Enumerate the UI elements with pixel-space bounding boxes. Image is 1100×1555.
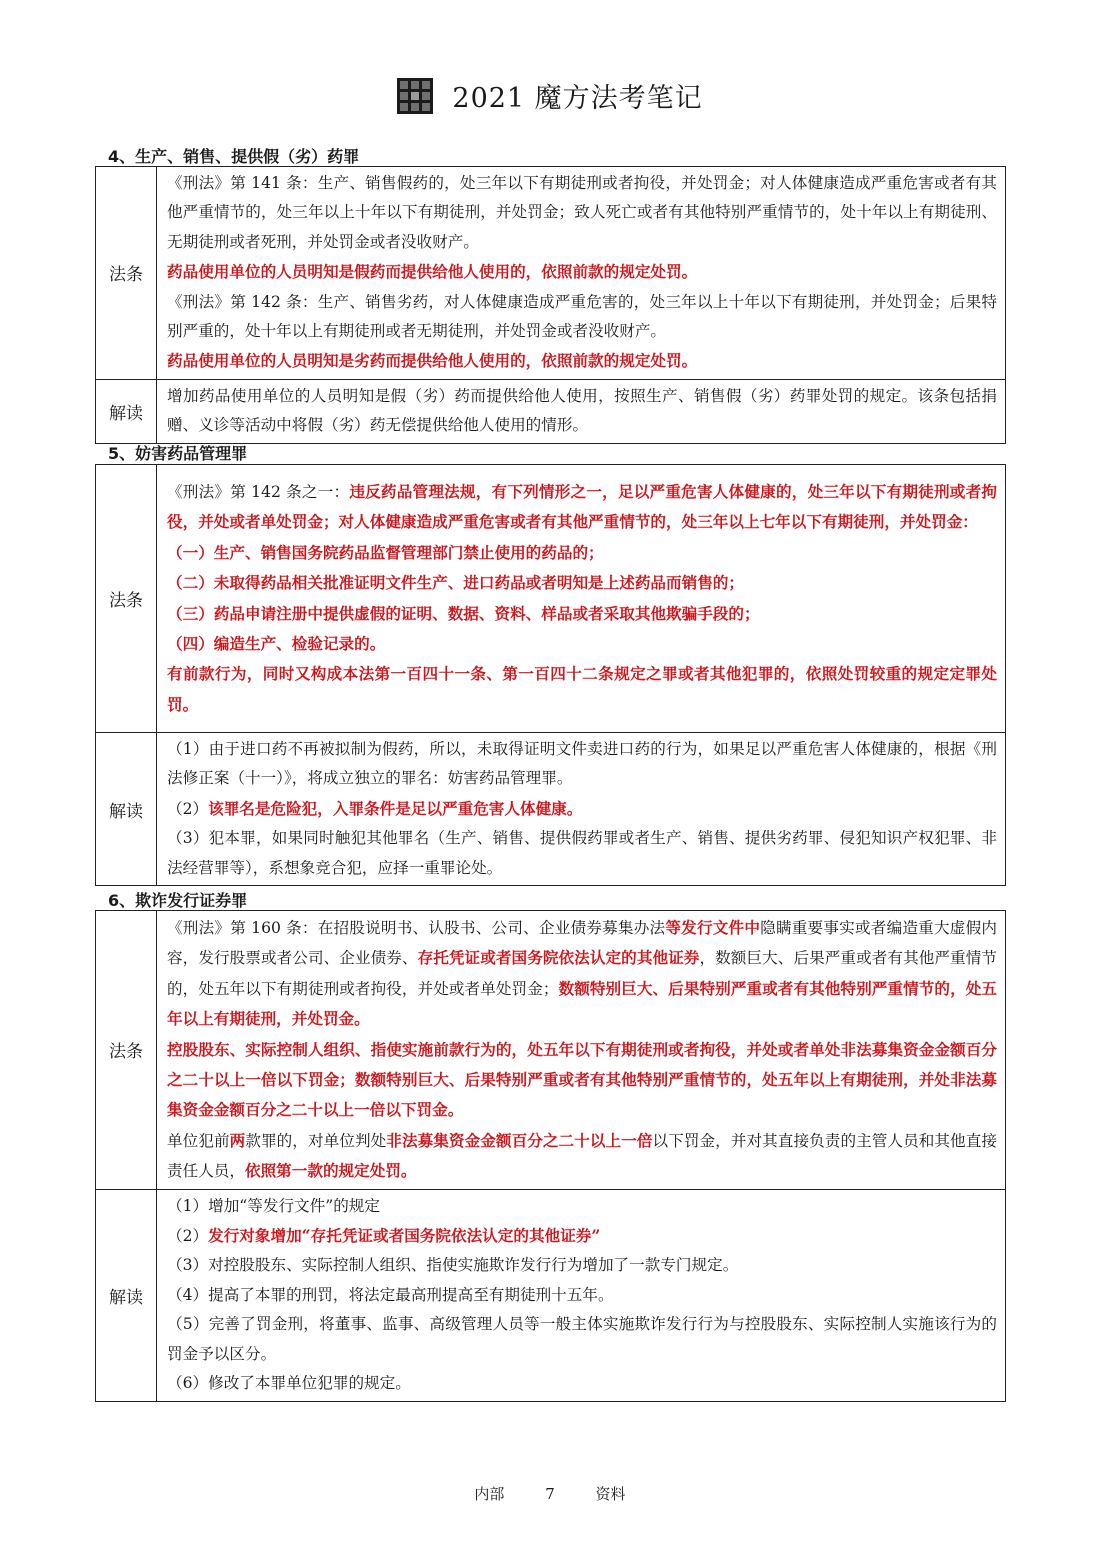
paragraph <box>167 538 997 568</box>
rubiks-cube-icon <box>397 78 433 114</box>
footer-right-label: 资料 <box>595 1485 626 1503</box>
text-run: （1）增加“等发行文件”的规定 <box>167 1196 380 1215</box>
page-number: 7 <box>545 1485 555 1503</box>
page-title: 2021 魔方法考笔记 <box>452 83 703 114</box>
law-text <box>157 911 1006 1190</box>
paragraph <box>167 824 997 883</box>
emphasized-text: 违反药品管理法规，有下列情形之一，足以严重危害人体健康的，处三年以下有期徒刑或者拘役，并处或者单处罚金；对人体健康造成严重危害或者有其他严重情节的，处三年以上七年以下有期徒刑，并处罚金： <box>167 481 997 532</box>
page-header <box>0 76 1100 115</box>
interp-label: 解读 <box>96 733 157 886</box>
text-run: （5）完善了罚金刑，将董事、监事、高级管理人员等一般主体实施欺诈发行行为与控股股东、实际控制人实施该行为的罚金予以区分。 <box>167 1315 997 1363</box>
paragraph <box>167 913 997 1035</box>
text-run: 增加药品使用单位的人员明知是假（劣）药而提供给他人使用，按照生产、销售假（劣）药罪处罚的规定。该条包括捐赠、义诊等活动中将假（劣）药无偿提供给他人使用的情形。 <box>167 386 997 435</box>
law-label: 法条 <box>96 465 157 733</box>
paragraph <box>167 568 997 598</box>
emphasized-text: （三）药品申请注册中提供虚假的证明、数据、资料、样品或者采取其他欺骗手段的； <box>167 603 760 623</box>
paragraph <box>167 1310 997 1369</box>
emphasized-text: 数额特别巨大、后果特别严重或者有其他特别严重情节的，处五年以上有期徒刑，并处罚金。 <box>167 978 997 1029</box>
law-text <box>157 465 1006 733</box>
paragraph <box>167 1192 997 1221</box>
emphasized-text: （一）生产、销售国务院药品监督管理部门禁止使用的药品的； <box>167 542 604 562</box>
paragraph <box>167 629 997 659</box>
footer-left-label: 内部 <box>474 1485 505 1503</box>
paragraph <box>167 346 997 376</box>
section-heading: 6、欺诈发行证券罪 <box>108 891 248 910</box>
page-footer <box>0 1483 1100 1504</box>
law-label: 法条 <box>96 167 157 380</box>
section-table <box>95 166 1006 444</box>
paragraph <box>167 169 997 257</box>
section-table <box>95 464 1006 886</box>
emphasized-text: （二）未取得药品相关批准证明文件生产、进口药品或者明知是上述药品而销售的； <box>167 573 744 593</box>
text-run: 《刑法》第 141 条：生产、销售假药的，处三年以下有期徒刑或者拘役，并处罚金；对人体健康造成严重危害或者有其他严重情节的，处三年以上十年以下有期徒刑，并处罚金；致人死亡或者有其他特别严重情节的，处十年以上有期徒刑、无期徒刑或者死刑，并处罚金或者没收财产。 <box>167 174 997 251</box>
interp-text <box>157 379 1006 443</box>
section-table <box>95 910 1006 1402</box>
emphasized-text: 控股股东、实际控制人组织、指使实施前款行为的，处五年以下有期徒刑或者拘役，并处或者单处非法募集资金金额百分之二十以上一倍以下罚金；数额特别巨大、后果特别严重或者有其他特别严重情节的，处五年以上有期徒刑，并处非法募集资金金额百分之二十以上一倍以下罚金。 <box>167 1039 997 1120</box>
emphasized-text: 发行对象增加“存托凭证或者国务院依法认定的其他证券” <box>208 1226 601 1246</box>
paragraph <box>167 735 997 794</box>
text-run: 单位犯前 <box>167 1131 230 1150</box>
paragraph <box>167 1126 997 1187</box>
emphasized-text: 有前款行为，同时又构成本法第一百四十一条、第一百四十二条规定之罪或者其他犯罪的，依照处罚较重的规定定罪处罚。 <box>167 664 997 714</box>
paragraph <box>167 382 997 441</box>
paragraph <box>167 1369 997 1398</box>
paragraph <box>167 257 997 287</box>
text-run: 《刑法》第 160 条：在招股说明书、认股书、公司、企业债券募集办法 <box>167 919 666 937</box>
paragraph <box>167 794 997 824</box>
paragraph <box>167 599 997 629</box>
interp-label: 解读 <box>96 379 157 443</box>
interp-text <box>157 1189 1006 1401</box>
paragraph <box>167 1035 997 1126</box>
text-run: 隐瞒重要事实或者编造重大虚假内容，发行股票或者公司、企业债券、 <box>167 919 997 968</box>
text-run: （1）由于进口药不再被拟制为假药，所以，未取得证明文件卖进口药的行为，如果足以严重危害人体健康的，根据《刑法修正案（十一）》，将成立独立的罪名：妨害药品管理罪。 <box>167 740 997 788</box>
text-run: ，数额巨大、后果严重或者有其他严重情节的，处五年以下有期徒刑或者拘役，并处或者单处罚金； <box>167 949 997 998</box>
emphasized-text: 药品使用单位的人员明知是劣药而提供给他人使用的，依照前款的规定处罚。 <box>167 351 698 371</box>
text-run: 《刑法》第 142 条之一： <box>167 482 350 501</box>
paragraph <box>167 1221 997 1251</box>
emphasized-text: （四）编造生产、检验记录的。 <box>167 633 386 653</box>
law-label: 法条 <box>96 911 157 1190</box>
emphasized-text: 两 <box>229 1130 246 1150</box>
text-run: （3）对控股股东、实际控制人组织、指使实施欺诈发行行为增加了一款专门规定。 <box>167 1256 739 1275</box>
text-run: （2） <box>167 799 209 818</box>
emphasized-text: 药品使用单位的人员明知是假药而提供给他人使用的，依照前款的规定处罚。 <box>167 262 698 282</box>
text-run: （6）修改了本罪单位犯罪的规定。 <box>167 1374 411 1393</box>
text-run: （4）提高了本罪的刑罚，将法定最高刑提高至有期徒刑十五年。 <box>167 1285 614 1304</box>
text-run: 款罪的，对单位判处 <box>245 1131 387 1150</box>
emphasized-text: 该罪名是危险犯，入罪条件是足以严重危害人体健康。 <box>208 798 583 818</box>
paragraph <box>167 477 997 538</box>
text-run: 以下罚金，并对其直接负责的主管人员和其他直接责任人员， <box>167 1131 997 1181</box>
section-heading: 4、生产、销售、提供假（劣）药罪 <box>108 147 360 166</box>
text-run: （2） <box>167 1227 209 1246</box>
interp-text <box>157 733 1006 886</box>
paragraph <box>167 659 997 720</box>
interp-label: 解读 <box>96 1189 157 1401</box>
section-heading: 5、妨害药品管理罪 <box>108 444 248 463</box>
emphasized-text: 存托凭证或者国务院依法认定的其他证券 <box>417 948 700 968</box>
paragraph <box>167 1281 997 1310</box>
paragraph <box>167 1251 997 1280</box>
law-text <box>157 167 1006 380</box>
text-run: （3）犯本罪，如果同时触犯其他罪名（生产、销售、提供假药罪或者生产、销售、提供劣药罪、侵犯知识产权犯罪、非法经营罪等），系想象竞合犯，应择一重罪论处。 <box>167 829 997 877</box>
paragraph <box>167 288 997 347</box>
emphasized-text: 等发行文件中 <box>665 918 761 937</box>
text-run: 《刑法》第 142 条：生产、销售劣药，对人体健康造成严重危害的，处三年以上十年以下有期徒刑，并处罚金；后果特别严重的，处十年以上有期徒刑或者无期徒刑，并处罚金或者没收财产。 <box>167 292 997 341</box>
emphasized-text: 依照第一款的规定处罚。 <box>244 1161 417 1181</box>
emphasized-text: 非法募集资金金额百分之二十以上一倍 <box>386 1130 653 1150</box>
